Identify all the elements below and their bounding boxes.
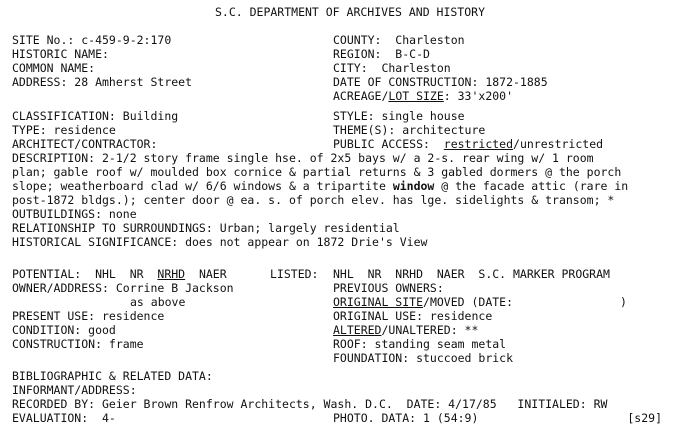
present-use: PRESENT USE: residence [12,309,165,323]
owner-address-2: as above [130,295,186,309]
original-site-label: ORIGINAL SITE [333,295,424,309]
evaluation: EVALUATION: 4- [12,411,116,425]
classification: CLASSIFICATION: Building [12,109,179,123]
potential-naer: NAER [185,267,227,281]
listed-items: NHL NR NRHD NAER S.C. MARKER PROGRAM [333,267,610,281]
themes: THEME(S): architecture [333,123,486,137]
public-access-unrestricted: /unrestricted [513,137,604,151]
original-site-moved [333,295,513,309]
outbuildings: OUTBUILDINGS: none [12,207,137,221]
architect-contractor: ARCHITECT/CONTRACTOR: [12,137,158,151]
description-text: slope; weatherboard clad w/ 6/6 windows & a tripartite [12,179,393,193]
construction: CONSTRUCTION: frame [12,337,144,351]
address: ADDRESS: 28 Amherst Street [12,75,193,89]
public-access-restricted: restricted [443,137,514,151]
altered-label: ALTERED [333,323,382,337]
type: TYPE: residence [12,123,116,137]
description-line-1: DESCRIPTION: 2-1/2 story frame single hse. of 2x5 bays w/ a 2-s. rear wing w/ 1 room [12,151,594,165]
acreage-lot-size [333,89,513,103]
moved-date-close: ) [620,295,627,309]
photo-data: PHOTO. DATA: 1 (54:9) [333,411,479,425]
description-line-4: post-1872 bldgs.); center door @ ea. s. of porch elev. has lge. sidelights & transom; * [12,193,615,207]
description-text-end: @ the facade attic (rare in [434,179,629,193]
description-line-2: plan; gable roof w/ moulded box cornice & partial returns & 3 gabled dormers @ the porch [12,165,622,179]
potential-label: POTENTIAL: NHL NR [12,267,158,281]
bibliographic-data: BIBLIOGRAPHIC & RELATED DATA: [12,369,213,383]
condition: CONDITION: good [12,323,116,337]
listed-label: LISTED: [270,267,319,281]
roof: ROOF: standing seam metal [333,337,507,351]
description-window: window [392,179,435,193]
lot-size-label: LOT SIZE [388,89,444,103]
region: REGION: B-C-D [333,47,430,61]
date-of-construction: DATE OF CONSTRUCTION: 1872-1885 [333,75,548,89]
style: STYLE: single house [333,109,465,123]
informant-address: INFORMANT/ADDRESS: [12,383,137,397]
moved-date-label: /MOVED (DATE: [423,295,514,309]
acreage-label: ACREAGE/ [333,89,389,103]
historic-name: HISTORIC NAME: [12,47,109,61]
description-line-3 [12,179,628,193]
previous-owners: PREVIOUS OWNERS: [333,281,444,295]
foundation: FOUNDATION: stuccoed brick [333,351,514,365]
relationship-to-surroundings: RELATIONSHIP TO SURROUNDINGS: Urban; largely residential [12,221,400,235]
historical-significance: HISTORICAL SIGNIFICANCE: does not appear on 1872 Drie's View [12,235,428,249]
common-name: COMMON NAME: [12,61,96,75]
county: COUNTY: Charleston [333,33,465,47]
site-number: SITE No.: c-459-9-2:170 [12,33,172,47]
potential [12,267,227,281]
city: CITY: Charleston [333,61,451,75]
public-access [333,137,603,151]
altered-unaltered [333,323,478,337]
original-use: ORIGINAL USE: residence [333,309,493,323]
public-access-label: PUBLIC ACCESS: [333,137,444,151]
document-title: S.C. DEPARTMENT OF ARCHIVES AND HISTORY [214,5,486,19]
owner-address: OWNER/ADDRESS: Corrine B Jackson [12,281,234,295]
lot-size-value: : 33'x200' [443,89,514,103]
unaltered-label: /UNALTERED: ** [381,323,479,337]
page-reference: [s29] [627,411,662,425]
potential-nrhd: NRHD [157,267,186,281]
recorded-by: RECORDED BY: Geier Brown Renfrow Architects, Wash. D.C. DATE: 4/17/85 INITIALED: RW [12,397,608,411]
